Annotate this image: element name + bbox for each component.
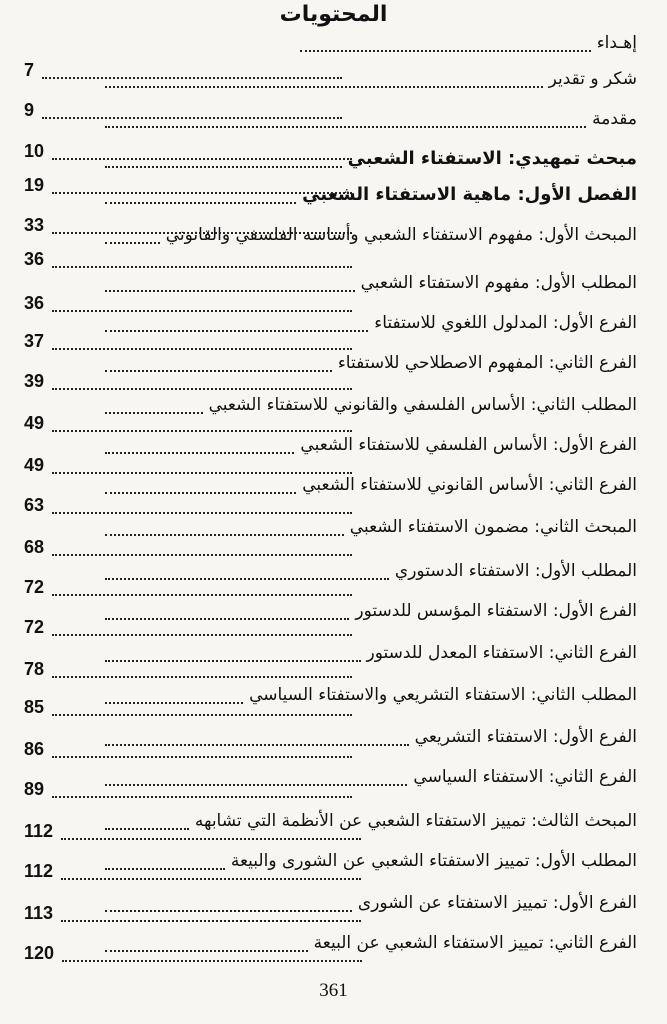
toc-entry-title: المطلب الثاني: الأساس الفلسفي والقانوني للاستفتاء الشعبي	[208, 395, 637, 415]
toc-entry-title: المطلب الأول: الاستفتاء الدستوري	[394, 561, 637, 581]
toc-page-number: 89	[24, 779, 45, 799]
toc-page-number: 19	[24, 175, 45, 195]
toc-entry-title: الفرع الثاني: الاستفتاء المعدل للدستور	[366, 643, 637, 663]
leader-dots	[300, 50, 591, 52]
toc-entry-title: المطلب الأول: تمييز الاستفتاء الشعبي عن الشورى والبيعة	[230, 851, 637, 871]
leader-dots	[105, 950, 308, 952]
leader-dots	[52, 192, 352, 194]
leader-dots	[105, 166, 342, 168]
leader-dots	[105, 452, 294, 454]
toc-page-number: 68	[24, 537, 45, 557]
toc-entry-title: إهـداء	[596, 33, 637, 53]
leader-dots	[52, 594, 352, 596]
leader-dots	[52, 266, 352, 268]
toc-entry-title: مقدمة	[592, 109, 637, 129]
leader-dots	[61, 838, 361, 840]
leader-dots	[42, 117, 342, 119]
toc-page-number: 78	[24, 659, 45, 679]
toc-entry-title: الفرع الثاني: تمييز الاستفتاء الشعبي عن البيعة	[313, 933, 637, 953]
page-title: المحتويات	[279, 2, 388, 27]
leader-dots	[52, 554, 352, 556]
leader-dots	[52, 310, 352, 312]
leader-dots	[105, 702, 243, 704]
toc-page-number: 9	[24, 100, 35, 120]
leader-dots	[61, 920, 361, 922]
leader-dots	[61, 878, 361, 880]
toc-entry-title: الفرع الأول: الاستفتاء التشريعي	[414, 727, 637, 747]
toc-page-number: 86	[24, 739, 45, 759]
toc-page-number: 49	[24, 413, 45, 433]
toc-entry-title: شكر و تقدير	[548, 69, 637, 89]
leader-dots	[52, 676, 352, 678]
toc-page-number: 36	[24, 293, 45, 313]
leader-dots	[52, 232, 352, 234]
page-number-footer: 361	[319, 980, 348, 1001]
leader-dots	[52, 512, 352, 514]
toc-entry-title: المبحث الأول: مفهوم الاستفتاء الشعبي وأساسه الفلسفي والقانوني	[165, 225, 637, 245]
toc-page-number: 112	[24, 821, 54, 841]
toc-page-number: 37	[24, 331, 45, 351]
leader-dots	[52, 714, 352, 716]
toc-page-number: 49	[24, 455, 45, 475]
toc-page-number: 33	[24, 215, 45, 235]
leader-dots	[105, 86, 543, 88]
leader-dots	[105, 492, 296, 494]
leader-dots	[105, 412, 203, 414]
leader-dots	[105, 242, 160, 244]
leader-dots	[52, 158, 352, 160]
leader-dots	[105, 868, 225, 870]
toc-entry-title: الفرع الثاني: المفهوم الاصطلاحي للاستفتاء	[337, 353, 637, 373]
toc-page-number: 113	[24, 903, 54, 923]
leader-dots	[52, 472, 352, 474]
leader-dots	[105, 290, 355, 292]
toc-page-number: 72	[24, 577, 45, 597]
leader-dots	[42, 77, 342, 79]
leader-dots	[52, 348, 352, 350]
leader-dots	[105, 126, 586, 128]
leader-dots	[105, 578, 389, 580]
leader-dots	[105, 910, 352, 912]
toc-page-number: 39	[24, 371, 45, 391]
leader-dots	[105, 534, 344, 536]
toc-page-number: 112	[24, 861, 54, 881]
leader-dots	[52, 430, 352, 432]
toc-entry-title: الفرع الثاني: الاستفتاء السياسي	[413, 767, 637, 787]
toc-entry-title: المطلب الأول: مفهوم الاستفتاء الشعبي	[360, 273, 637, 293]
toc-entry-title: مبحث تمهيدي: الاستفتاء الشعبي	[347, 148, 637, 169]
leader-dots	[52, 388, 352, 390]
toc-page-number: 36	[24, 249, 45, 269]
toc-entry-title: الفرع الأول: المدلول اللغوي للاستفتاء	[374, 313, 637, 333]
toc-page-number: 63	[24, 495, 45, 515]
toc-page-number: 7	[24, 60, 35, 80]
leader-dots	[105, 784, 407, 786]
leader-dots	[105, 330, 368, 332]
toc-entry-title: الفصل الأول: ماهية الاستفتاء الشعبي	[302, 184, 637, 205]
toc-entry-title: الفرع الأول: تمييز الاستفتاء عن الشورى	[357, 893, 637, 913]
leader-dots	[52, 634, 352, 636]
leader-dots	[105, 202, 296, 204]
toc-page-number: 10	[24, 141, 45, 161]
toc-page-number: 72	[24, 617, 45, 637]
leader-dots	[105, 744, 409, 746]
leader-dots	[52, 796, 352, 798]
toc-entry-title: المبحث الثالث: تمييز الاستفتاء الشعبي عن الأنظمة التي تشابهه	[194, 811, 637, 831]
toc-entry-title: المطلب الثاني: الاستفتاء التشريعي والاستفتاء السياسي	[249, 685, 637, 705]
leader-dots	[52, 756, 352, 758]
toc-entry-title: المبحث الثاني: مضمون الاستفتاء الشعبي	[349, 517, 637, 537]
toc-page-number: 85	[24, 697, 45, 717]
leader-dots	[105, 370, 332, 372]
toc-entry-title: الفرع الثاني: الأساس القانوني للاستفتاء الشعبي	[302, 475, 637, 495]
toc-entry-title: الفرع الأول: الأساس الفلسفي للاستفتاء الشعبي	[300, 435, 637, 455]
toc-page-number: 120	[24, 943, 55, 963]
leader-dots	[105, 618, 349, 620]
leader-dots	[105, 828, 189, 830]
leader-dots	[105, 660, 361, 662]
leader-dots	[62, 960, 362, 962]
toc-entry-title: الفرع الأول: الاستفتاء المؤسس للدستور	[355, 601, 637, 621]
